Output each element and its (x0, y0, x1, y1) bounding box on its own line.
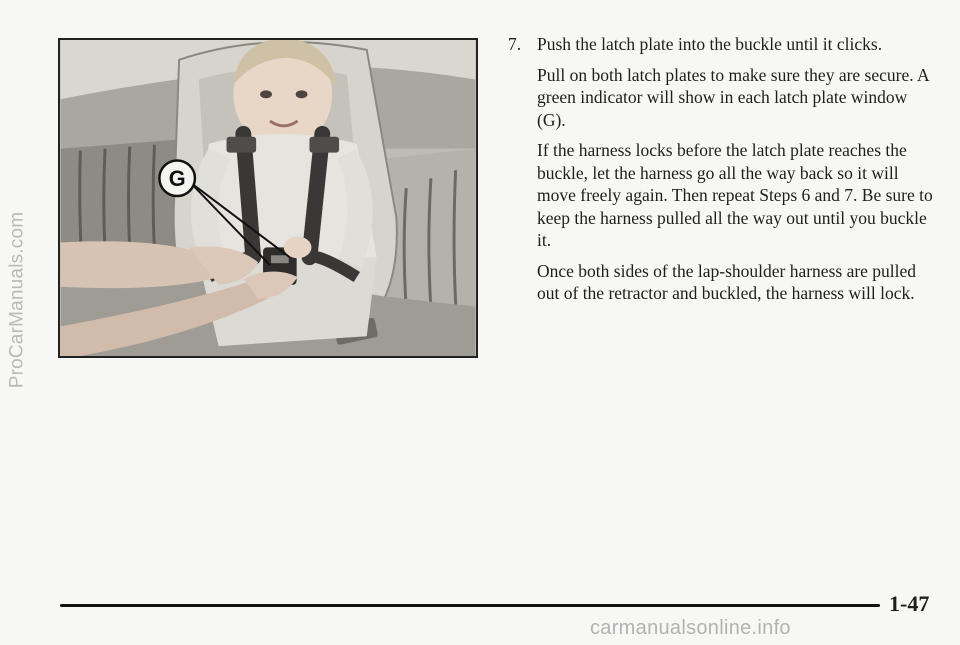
instruction-text (508, 33, 933, 313)
step-number: 7. (508, 34, 522, 54)
step-7 (508, 33, 933, 56)
side-watermark-text: ProCarManuals.com (6, 211, 28, 389)
bottom-watermark: carmanualsonline.info (590, 617, 791, 639)
page-number: 1-47 (889, 591, 930, 616)
paragraph-latch-check: Pull on both latch plates to make sure they are secure. A green indicator will show in each latch plate window (G). (537, 64, 929, 130)
side-watermark (2, 120, 32, 480)
step-heading: Push the latch plate into the buckle until it clicks. (537, 34, 883, 54)
paragraph-both-sides: Once both sides of the lap-shoulder harness are pulled out of the retractor and buckled, the harness will lock. (537, 260, 917, 303)
callout-label-g: G (168, 166, 186, 192)
footer-rule (60, 604, 880, 607)
child-seat-photo (58, 38, 478, 358)
child-seat-illustration (60, 40, 476, 356)
paragraph-harness-locks: If the harness locks before the latch plate reaches the buckle, let the harness go all the way back so it will move freely again. Then repeat Steps 6 and 7. Be sure to keep the harness pulled all the way out until you buckle it. (537, 140, 933, 250)
